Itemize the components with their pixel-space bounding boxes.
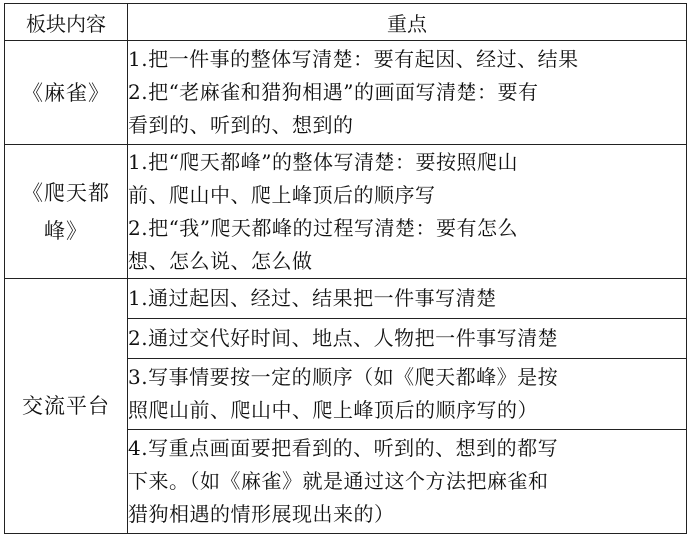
table-row-maque <box>5 41 687 145</box>
section-cell-exchange: 交流平台 <box>5 279 128 534</box>
point-line: 3.写事情要按一定的顺序（如《爬天都峰》是按 <box>128 365 559 389</box>
section-title-line: 峰》 <box>44 218 88 243</box>
header-focus: 重点 <box>128 4 687 41</box>
points-cell-exchange-3 <box>128 359 687 430</box>
point-line: 看到的、听到的、想到的 <box>128 113 354 137</box>
table-row-exchange-1 <box>5 279 687 319</box>
points-cell-maque <box>128 41 687 145</box>
points-cell-exchange-4 <box>128 430 687 534</box>
point-line: 2.把“我”爬天都峰的过程写清楚：要有怎么 <box>128 215 519 240</box>
point-line: 2.通过交代好时间、地点、人物把一件事写清楚 <box>128 326 559 350</box>
point-line: 下来。（如《麻雀》就是通过这个方法把麻雀和 <box>128 469 549 493</box>
point-line: 1.把“爬天都峰”的整体写清楚：要按照爬山 <box>128 149 519 174</box>
header-row <box>5 4 687 41</box>
section-title-maque: 《麻雀》 <box>22 80 110 105</box>
points-cell-exchange-2 <box>128 319 687 359</box>
table-row-patiandufeng <box>5 145 687 279</box>
section-cell-maque <box>5 41 128 145</box>
point-line: 照爬山前、爬山中、爬上峰顶后的顺序写的） <box>128 398 538 422</box>
point-line: 猎狗相遇的情形展现出来的） <box>128 502 395 526</box>
points-cell-patiandufeng <box>128 145 687 279</box>
point-line: 1.通过起因、经过、结果把一件事写清楚 <box>128 286 497 310</box>
point-line: 1.把一件事的整体写清楚：要有起因、经过、结果 <box>128 47 579 71</box>
point-line: 2.把“老麻雀和猎狗相遇”的画面写清楚：要有 <box>128 80 539 104</box>
section-cell-patiandufeng <box>5 145 128 279</box>
point-line: 4.写重点画面要把看到的、听到的、想到的都写 <box>128 436 559 460</box>
point-line: 前、爬山中、爬上峰顶后的顺序写 <box>128 182 436 207</box>
section-title-line: 《爬天都 <box>22 180 110 205</box>
summary-table <box>4 3 687 534</box>
points-cell-exchange-1 <box>128 279 687 319</box>
point-line: 想、怎么说、怎么做 <box>128 248 313 273</box>
header-section: 板块内容 <box>5 4 128 41</box>
